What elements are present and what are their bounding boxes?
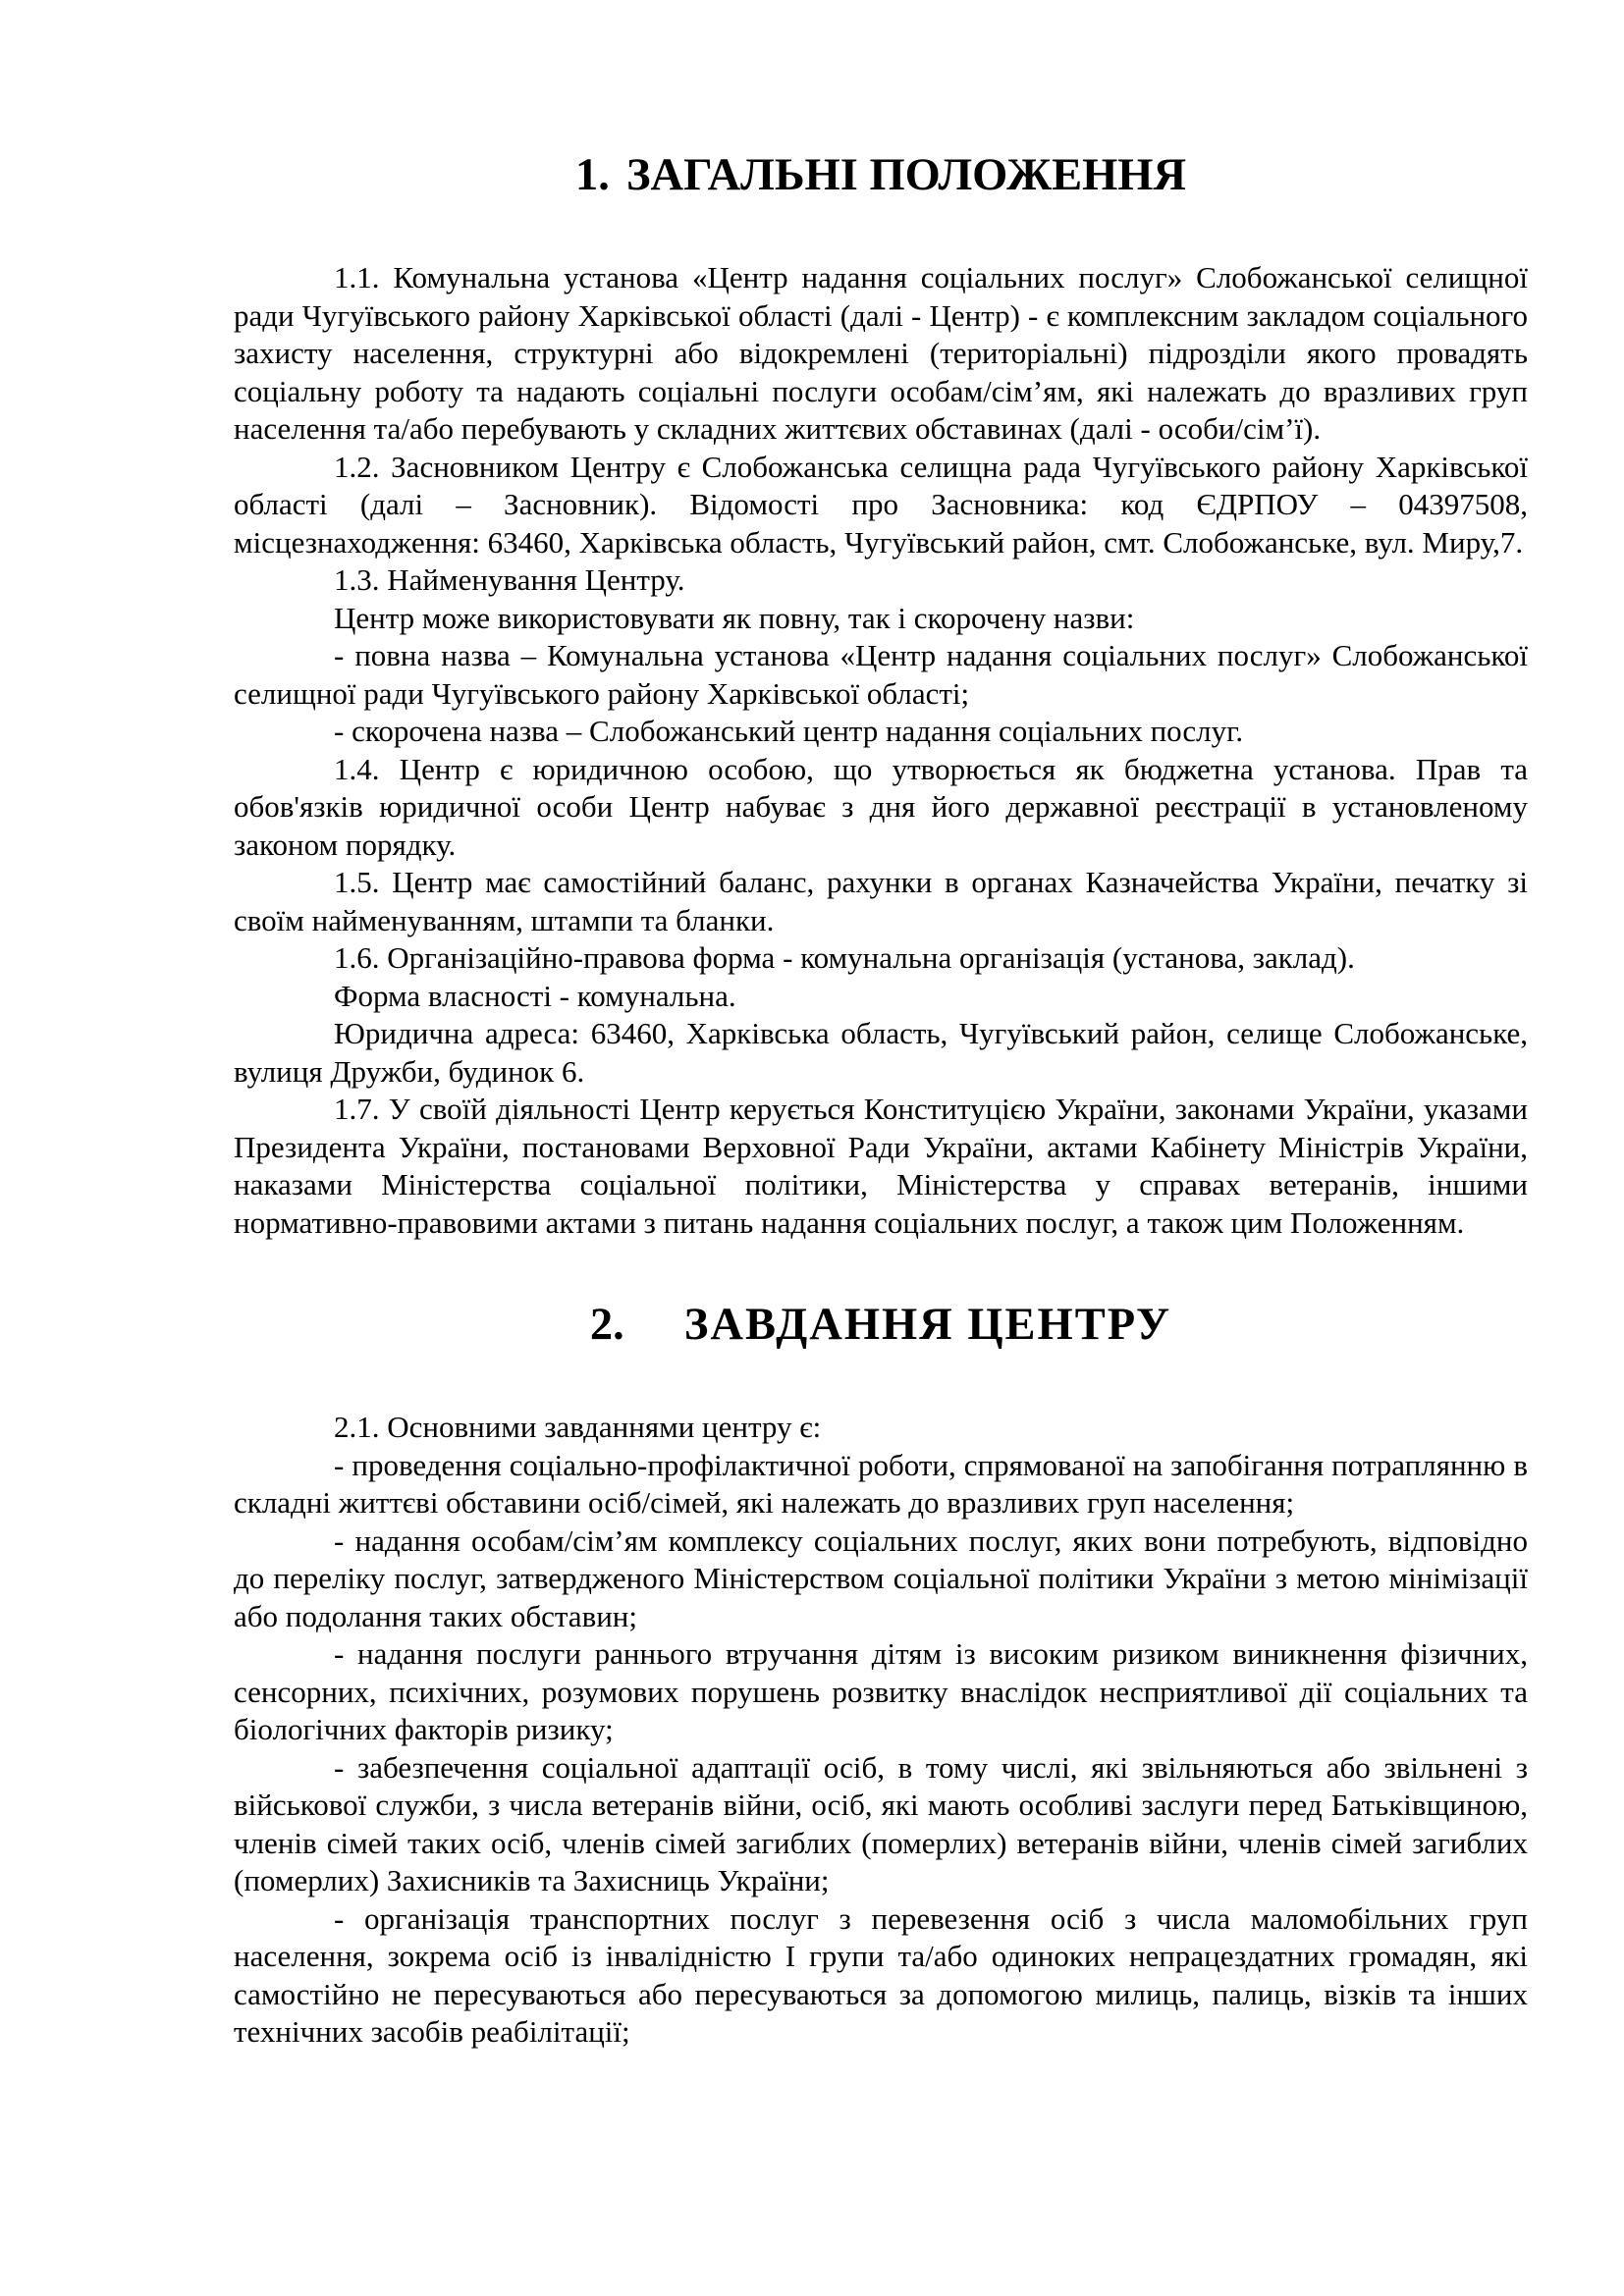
section-1-number: 1. bbox=[574, 150, 610, 200]
paragraph-1-6-ownership: Форма власності - комунальна. bbox=[334, 978, 736, 1013]
paragraph-1-5: 1.5. Центр має самостійний баланс, рахунки в органах Казначейства України, печатку зі своїм найменуванням, штампи та бланки. bbox=[234, 865, 1528, 937]
paragraph-1-3-full-name: - повна назва – Комунальна установа «Центр надання соціальних послуг» Слобожанської селищної ради Чугуївського району Харківської області; bbox=[234, 638, 1528, 711]
section-2-body bbox=[234, 1409, 1528, 2052]
paragraph-1-3-names: Центр може використовувати як повну, так і скорочену назви: bbox=[334, 600, 1135, 635]
section-1-heading bbox=[234, 150, 1528, 200]
task-item: - надання особам/сім’ям комплексу соціальних послуг, яких вони потребують, відповідно до переліку послуг, затвердженого Міністерством соціальної політики України з метою мінімізації або подолання таких обставин; bbox=[234, 1522, 1528, 1633]
paragraph-2-1: 2.1. Основними завданнями центру є: bbox=[334, 1410, 822, 1444]
paragraph-1-6-address: Юридична адреса: 63460, Харківська область, Чугуївський район, селище Слобожанське, вулиця Дружби, будинок 6. bbox=[234, 1016, 1528, 1089]
section-1-body bbox=[234, 259, 1528, 1242]
task-item: - проведення соціально-профілактичної роботи, спрямованої на запобігання потраплянню в складні життєві обставини осіб/сімей, які належать до вразливих груп населення; bbox=[234, 1447, 1528, 1520]
paragraph-1-2: 1.2. Засновником Центру є Слобожанська селищна рада Чугуївського району Харківської області (далі – Засновник). Відомості про Засновника: код ЄДРПОУ – 04397508, місцезнаходження: 63460, Харківська область, Чугуївський район, смт. Слобожанське, вул. Миру,7. bbox=[234, 449, 1528, 560]
paragraph-1-3-short-name: - скорочена назва – Слобожанський центр надання соціальних послуг. bbox=[334, 714, 1244, 748]
section-2-title: ЗАВДАННЯ ЦЕНТРУ bbox=[683, 1300, 1172, 1350]
section-2-heading bbox=[234, 1300, 1528, 1350]
paragraph-1-7: 1.7. У своїй діяльності Центр керується Конституцією України, законами України, указами Президента України, постановами Верховної Ради України, актами Кабінету Міністрів України, наказами Міністерства соціальної політики, Міністерства у справах ветеранів, іншими нормативно-правовими актами з питань надання соціальних послуг, а також цим Положенням. bbox=[234, 1092, 1528, 1240]
section-1-title: ЗАГАЛЬНІ ПОЛОЖЕННЯ bbox=[625, 150, 1187, 200]
paragraph-1-4: 1.4. Центр є юридичною особою, що утворюється як бюджетна установа. Прав та обов'язків юридичної особи Центр набуває з дня його державної реєстрації в установленому законом порядку. bbox=[234, 751, 1528, 862]
paragraph-1-3: 1.3. Найменування Центру. bbox=[334, 562, 685, 597]
section-2-number: 2. bbox=[589, 1300, 624, 1350]
task-item: - забезпечення соціальної адаптації осіб, в тому числі, які звільняються або звільнені з військової служби, з числа ветеранів війни, осіб, які мають особливі заслуги перед Батьківщиною, членів сімей таких осіб, членів сімей загиблих (померлих) ветеранів війни, членів сімей загиблих (померлих) Захисників та Захисниць України; bbox=[234, 1749, 1528, 1897]
paragraph-1-6: 1.6. Організаційно-правова форма - комунальна організація (установа, заклад). bbox=[334, 940, 1355, 975]
task-item: - організація транспортних послуг з перевезення осіб з числа маломобільних груп населення, зокрема осіб із інвалідністю І групи та/або одиноких непрацездатних громадян, які самостійно не пересуваються або пересуваються за допомогою милиць, палиць, візків та інших технічних засобів реабілітації; bbox=[234, 1900, 1528, 2049]
document-page bbox=[234, 150, 1528, 2052]
task-item: - надання послуги раннього втручання дітям із високим ризиком виникнення фізичних, сенсорних, психічних, розумових порушень розвитку внаслідок несприятливої дії соціальних та біологічних факторів ризику; bbox=[234, 1636, 1528, 1746]
paragraph-1-1: 1.1. Комунальна установа «Центр надання соціальних послуг» Слобожанської селищної ради Чугуївського району Харківської області (далі - Центр) - є комплексним закладом соціального захисту населення, структурні або відокремлені (територіальні) підрозділи якого провадять соціальну роботу та надають соціальні послуги особам/сім’ям, які належать до вразливих груп населення та/або перебувають у складних життєвих обставинах (далі - особи/сім’ї). bbox=[234, 260, 1528, 446]
